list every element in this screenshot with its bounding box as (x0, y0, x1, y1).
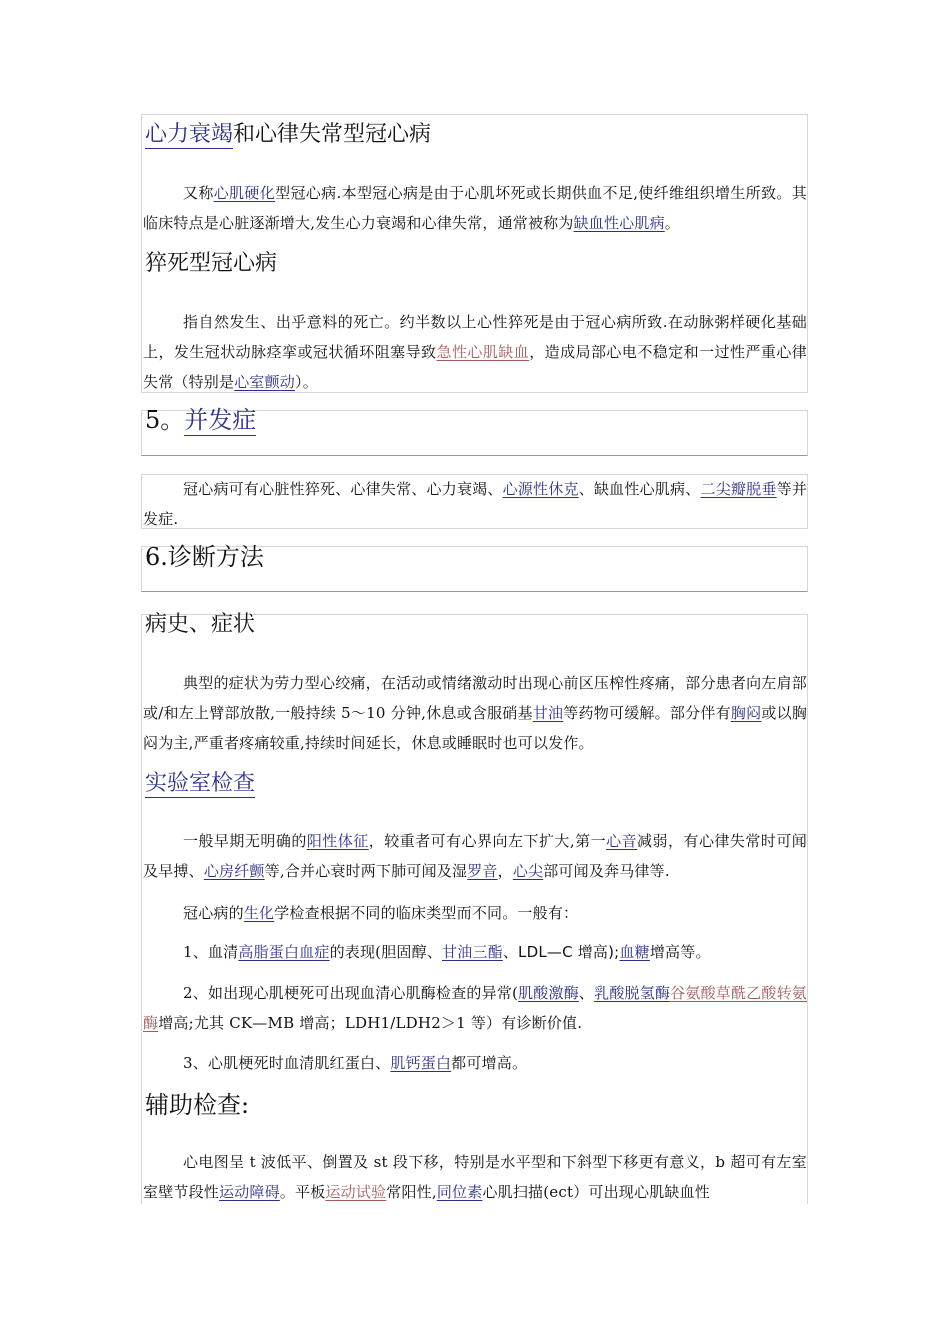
link-exercise-test[interactable]: 运动试验 (325, 1183, 387, 1201)
link-chest-tightness[interactable]: 胸闷 (730, 704, 762, 722)
link-triglyceride[interactable]: 甘油三酯 (442, 943, 503, 961)
link-isotope[interactable]: 同位素 (436, 1183, 483, 1201)
heading-complications (145, 405, 256, 435)
text: 等药物可缓解。部分伴有 (563, 704, 731, 722)
text: ， (497, 862, 513, 880)
heading-history-symptoms: 病史、症状 (145, 612, 256, 637)
text: 指自然发生、出乎意料的死亡。约半数以上心性猝死是由于冠心病所致.在动脉粥样硬化基础上，发生冠状动脉痉挛或冠状循环阻塞导致 (143, 313, 807, 361)
paragraph-complications (143, 474, 807, 534)
link-acute-myocardial-ischemia[interactable]: 急性心肌缺血 (436, 343, 530, 361)
link-ventricular-fibrillation[interactable]: 心室颤动 (234, 373, 296, 391)
text: 3、心肌梗死时血清肌红蛋白、 (183, 1054, 391, 1072)
text: 典型的症状为劳力型心绞痛，在活动或情绪激动时出现心前区压榨性疼痛，部分患者向左肩部或/和左上臂部放散,一般持续 5～10 分钟,休息或含服硝基 (143, 674, 807, 722)
link-positive-signs[interactable]: 阳性体征 (306, 832, 369, 850)
text: 的表现(胆固醇、 (329, 943, 443, 961)
link-ischemic-cardiomyopathy[interactable]: 缺血性心肌病 (573, 214, 665, 232)
paragraph-signs (143, 826, 807, 886)
text: 又称 (183, 184, 214, 202)
heading-text: 和心律失常型冠心病 (233, 122, 432, 147)
link-hyperlipoproteinemia[interactable]: 高脂蛋白血症 (238, 943, 330, 961)
heading-link-heart-failure[interactable]: 心力衰竭 (145, 122, 234, 147)
paragraph-item-2 (143, 978, 807, 1038)
text: 心电图呈 t 波低平、倒置及 st 段下移，特别是水平型和下斜型下移更有意义，b 超可有左室室壁节段性 (143, 1153, 807, 1201)
text: 常阳性, (386, 1183, 437, 1201)
text: 学检查根据不同的临床类型而不同。一般有： (274, 904, 579, 922)
text: 。平板 (279, 1183, 326, 1201)
text: 、缺血性心肌病、 (578, 480, 701, 498)
link-motion-disorder[interactable]: 运动障碍 (219, 1183, 280, 1201)
link-lactate-dehydrogenase[interactable]: 乳酸脱氢酶 (594, 984, 671, 1002)
link-apex[interactable]: 心尖 (512, 862, 544, 880)
paragraph-biochem (143, 898, 807, 928)
text: ，造成局部心电不稳定和一过性严重心律失常（特别是 (143, 343, 807, 391)
link-troponin[interactable]: 肌钙蛋白 (390, 1054, 452, 1072)
link-creatine-kinase[interactable]: 肌酸激酶 (518, 984, 579, 1002)
paragraph-heart-failure (143, 178, 807, 238)
heading-auxiliary-exams: 辅助检查: (145, 1091, 250, 1119)
link-blood-glucose[interactable]: 血糖 (619, 943, 650, 961)
text: 减弱，有心律失常时可闻及早搏、 (143, 832, 807, 880)
text: ）。 (295, 373, 318, 391)
heading-lab-tests (145, 769, 255, 799)
text: 增高等。 (649, 943, 711, 961)
link-biochemistry[interactable]: 生化 (243, 904, 275, 922)
text: 都可增高。 (451, 1054, 528, 1072)
paragraph-auxiliary-exams (143, 1147, 807, 1207)
heading-sudden-death: 猝死型冠心病 (145, 251, 278, 276)
text: 2、如出现心肌梗死可出现血清心肌酶检查的异常( (183, 984, 519, 1002)
link-glycerin[interactable]: 甘油 (532, 704, 564, 722)
text: 一般早期无明确的 (183, 832, 307, 850)
paragraph-item-3 (143, 1048, 807, 1078)
paragraph-sudden-death (143, 307, 807, 397)
text: 。 (664, 214, 680, 232)
link-heart-sound[interactable]: 心音 (606, 832, 638, 850)
text: 、 (578, 984, 595, 1002)
heading-link-lab-tests[interactable]: 实验室检查 (145, 771, 256, 796)
link-got[interactable]: 谷氨酸草酰乙酸转氨酶 (143, 984, 808, 1032)
text: 、LDL—C 增高); (502, 943, 620, 961)
paragraph-item-1 (143, 937, 807, 967)
text: 型冠心病.本型冠心病是由于心肌坏死或长期供血不足,使纤维组织增生所致。其临床特点是心脏逐渐增大,发生心力衰竭和心律失常，通常被称为 (143, 184, 807, 232)
paragraph-history-symptoms (143, 668, 807, 758)
text: 增高;尤其 CK—MB 增高；LDH1/LDH2＞1 等）有诊断价值. (158, 1014, 583, 1032)
heading-heart-failure (145, 120, 431, 150)
text: 冠心病可有心脏性猝死、心律失常、心力衰竭、 (183, 480, 503, 498)
text: 心肌扫描(ect）可出现心肌缺血性 (482, 1183, 710, 1201)
link-mitral-valve-prolapse[interactable]: 二尖瓣脱垂 (700, 480, 777, 498)
text: 等并发症. (143, 480, 808, 528)
heading-link-complications[interactable]: 并发症 (184, 406, 257, 434)
link-atrial-fibrillation[interactable]: 心房纤颤 (203, 862, 265, 880)
text: 或以胸闷为主,严重者疼痛较重,持续时间延长，休息或睡眠时也可以发作。 (143, 704, 808, 752)
text: 1、血清 (183, 943, 239, 961)
heading-diagnosis-methods: 6.诊断方法 (145, 543, 264, 571)
text: ，较重者可有心界向左下扩大,第一 (368, 832, 607, 850)
link-cardiogenic-shock[interactable]: 心源性休克 (502, 480, 579, 498)
text: 冠心病的 (183, 904, 244, 922)
text: 部可闻及奔马律等. (543, 862, 670, 880)
link-myocardial-sclerosis[interactable]: 心肌硬化 (213, 184, 276, 202)
heading-number: 5。 (145, 406, 185, 434)
link-rales[interactable]: 罗音 (467, 862, 498, 880)
text: 等,合并心衰时两下肺可闻及湿 (264, 862, 468, 880)
